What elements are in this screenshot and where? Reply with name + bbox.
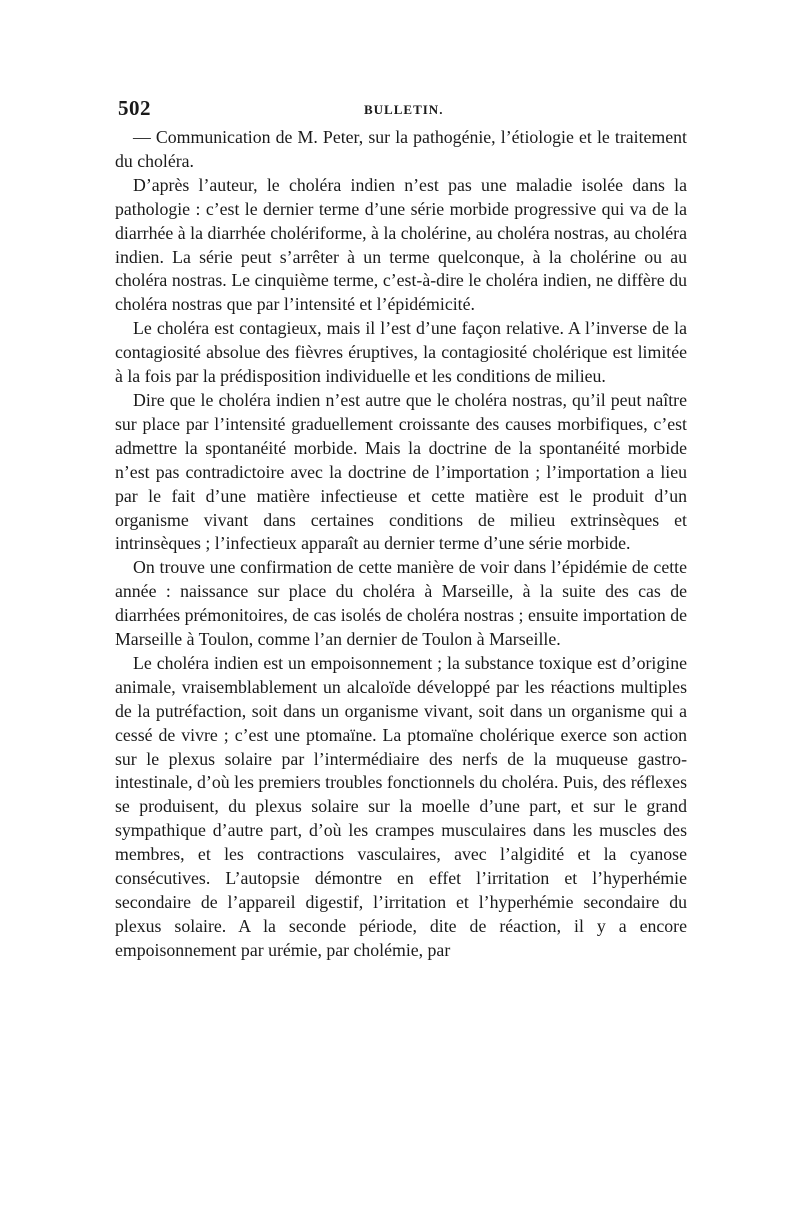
paragraph-cholera-series: D’après l’auteur, le choléra indien n’est pas une maladie isolée dans la pathologie : c’est le dernier terme d’une série morbide progressive qui va de la diarrhée à la diarrhée cholériforme, à la cholérine, au choléra nostras, au choléra indien. La série peut s’arrêter à un terme quelconque, à la cholérine ou au choléra nostras. Le cinquième terme, c’est-à-dire le choléra indien, ne diffère du choléra nostras que par l’intensité et l’épidémicité.: [115, 174, 687, 315]
paragraph-communication-title: — Communication de M. Peter, sur la pathogénie, l’étiologie et le traitement du choléra.: [115, 127, 687, 171]
paragraph-epidemic-confirmation: On trouve une confirmation de cette manière de voir dans l’épidémie de cette année : naissance sur place du choléra à Marseille, à la suite des cas de diarrhées prémonitoires, de cas isolés de choléra nostras ; ensuite importation de Marseille à Toulon, comme l’an dernier de Toulon à Marseille.: [115, 557, 687, 650]
paragraph-contagion: Le choléra est contagieux, mais il l’est d’une façon relative. A l’inverse de la contagiosité absolue des fièvres éruptives, la contagiosité cholérique est limitée à la fois par la prédisposition individuelle et les conditions de milieu.: [115, 318, 687, 387]
body-text: [115, 126, 687, 963]
paragraph-spontaneity: Dire que le choléra indien n’est autre que le choléra nostras, qu’il peut naître sur place par l’intensité graduellement croissante des causes morbifiques, c’est admettre la spontanéité morbide. Mais la doctrine de la spontanéité morbide n’est pas contradictoire avec la doctrine de l’importation ; l’importation a lieu par le fait d’une matière infectieuse et cette matière est le produit d’un organisme vivant dans certaines conditions de milieu extrinsèques et intrinsèques ; l’infectieux apparaît au dernier terme d’une série morbide.: [115, 389, 687, 554]
paragraph-poisoning: Le choléra indien est un empoisonnement ; la substance toxique est d’origine animale, vraisemblablement un alcaloïde développé par les réactions multiples de la putréfaction, soit dans un organisme vivant, soit dans un organisme qui a cessé de vivre ; c’est une ptomaïne. La ptomaïne cholérique exerce son action sur le plexus solaire par l’intermédiaire des nerfs de la muqueuse gastro-intestinale, d’où les premiers troubles fonctionnels du choléra. Puis, des réflexes se produisent, du plexus solaire sur la moelle d’une part, et sur le grand sympathique d’autre part, d’où les crampes musculaires dans les muscles des membres, et les contractions vasculaires, avec l’algidité et la cyanose consécutives. L’autopsie démontre en effet l’irritation et l’hyperhémie secondaire de l’appareil digestif, l’irritation et l’hyperhémie secondaire du plexus solaire. A la seconde période, dite de réaction, il y a encore empoisonnement par urémie, par cholémie, par: [115, 652, 687, 960]
running-header: [118, 96, 688, 126]
running-title: BULLETIN.: [364, 102, 444, 117]
page-number: 502: [118, 96, 151, 120]
